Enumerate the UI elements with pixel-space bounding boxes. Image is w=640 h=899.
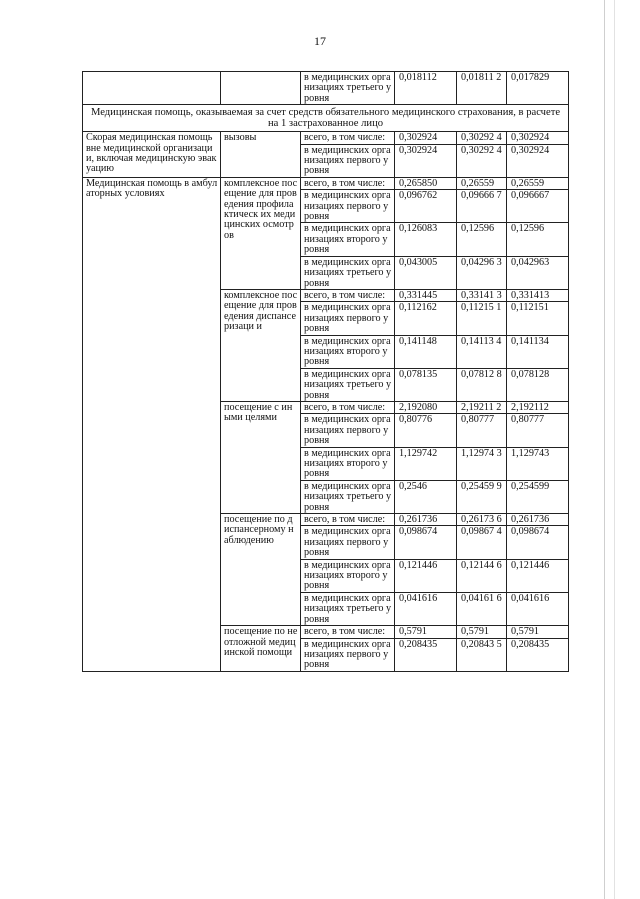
indicator-cell: в медицинских организациях третьего уровня [301, 592, 395, 625]
value-cell: 0,5791 [507, 626, 569, 638]
value-cell: 2,192112 [507, 401, 569, 413]
subgroup-name-cell: посещение по диспансерному наблюдению [221, 514, 301, 626]
document-table-wrapper [82, 71, 568, 672]
indicator-cell: в медицинских организациях третьего уровня [301, 256, 395, 289]
subgroup-name-cell: посещение по неотложной медицинской помощи [221, 626, 301, 672]
value-cell: 0,12596 [457, 223, 507, 256]
table-row [83, 132, 569, 144]
indicator-cell: всего, в том числе: [301, 132, 395, 144]
indicator-cell: в медицинских организациях третьего уровня [301, 480, 395, 513]
value-cell: 0,2546 [395, 480, 457, 513]
value-cell: 0,098674 [507, 526, 569, 559]
scan-edge-line [614, 0, 615, 899]
value-cell: 2,192080 [395, 401, 457, 413]
indicator-cell: в медицинских организациях второго уровня [301, 559, 395, 592]
value-cell: 0,098674 [395, 526, 457, 559]
indicator-cell: в медицинских организациях третьего уровня [301, 72, 395, 105]
indicator-cell: в медицинских организациях первого уровня [301, 190, 395, 223]
value-cell: 0,20843 5 [457, 638, 507, 671]
indicator-cell: всего, в том числе: [301, 177, 395, 189]
value-cell: 0,121446 [395, 559, 457, 592]
value-cell: 0,04161 6 [457, 592, 507, 625]
value-cell: 0,12596 [507, 223, 569, 256]
value-cell: 0,30292 4 [457, 144, 507, 177]
value-cell: 0,12144 6 [457, 559, 507, 592]
value-cell: 0,041616 [395, 592, 457, 625]
value-cell: 0,331413 [507, 289, 569, 301]
value-cell: 0,25459 9 [457, 480, 507, 513]
subgroup-name-cell: комплексное посещение для проведения профилактическ их медицинских осмотров [221, 177, 301, 289]
value-cell: 0,11215 1 [457, 302, 507, 335]
value-cell: 0,112151 [507, 302, 569, 335]
value-cell: 0,254599 [507, 480, 569, 513]
table-row [83, 177, 569, 189]
value-cell: 0,141148 [395, 335, 457, 368]
value-cell: 0,26559 [507, 177, 569, 189]
value-cell: 2,19211 2 [457, 401, 507, 413]
indicator-cell: всего, в том числе: [301, 401, 395, 413]
value-cell: 0,017829 [507, 72, 569, 105]
table-row [83, 72, 569, 105]
group-name-cell: Скорая медицинская помощь вне медицинской организации, включая медицинскую эвакуацию [83, 132, 221, 178]
indicator-cell: всего, в том числе: [301, 289, 395, 301]
value-cell: 0,33141 3 [457, 289, 507, 301]
value-cell: 1,12974 3 [457, 447, 507, 480]
table-body [83, 72, 569, 672]
value-cell: 0,096667 [507, 190, 569, 223]
value-cell: 0,302924 [507, 132, 569, 144]
value-cell: 0,26559 [457, 177, 507, 189]
indicator-cell: в медицинских организациях второго уровня [301, 447, 395, 480]
value-cell: 0,80777 [507, 414, 569, 447]
value-cell: 0,208435 [395, 638, 457, 671]
empty-unit-cell [221, 72, 301, 105]
value-cell: 0,07812 8 [457, 368, 507, 401]
value-cell: 0,09867 4 [457, 526, 507, 559]
value-cell: 0,112162 [395, 302, 457, 335]
value-cell: 0,80776 [395, 414, 457, 447]
value-cell: 0,078135 [395, 368, 457, 401]
value-cell: 0,208435 [507, 638, 569, 671]
indicator-cell: в медицинских организациях первого уровня [301, 638, 395, 671]
section-heading-row [83, 105, 569, 132]
empty-category-cell [83, 72, 221, 105]
indicator-cell: в медицинских организациях первого уровня [301, 414, 395, 447]
value-cell: 0,261736 [395, 514, 457, 526]
value-cell: 0,018112 [395, 72, 457, 105]
value-cell: 0,043005 [395, 256, 457, 289]
medical-care-norms-table [82, 71, 569, 672]
value-cell: 0,30292 4 [457, 132, 507, 144]
value-cell: 0,01811 2 [457, 72, 507, 105]
value-cell: 0,26173 6 [457, 514, 507, 526]
section-title: Медицинская помощь, оказываемая за счет средств обязательного медицинского страхования, в расчете на 1 застрахованное лицо [83, 105, 569, 132]
value-cell: 0,302924 [395, 144, 457, 177]
page-number: 17 [314, 34, 326, 48]
value-cell: 0,5791 [395, 626, 457, 638]
indicator-cell: в медицинских организациях второго уровня [301, 335, 395, 368]
group-name-cell: Медицинская помощь в амбулаторных условиях [83, 177, 221, 671]
value-cell: 0,04296 3 [457, 256, 507, 289]
value-cell: 0,331445 [395, 289, 457, 301]
indicator-cell: в медицинских организациях первого уровня [301, 144, 395, 177]
value-cell: 0,141134 [507, 335, 569, 368]
value-cell: 0,126083 [395, 223, 457, 256]
indicator-cell: всего, в том числе: [301, 626, 395, 638]
value-cell: 0,261736 [507, 514, 569, 526]
value-cell: 0,041616 [507, 592, 569, 625]
indicator-cell: в медицинских организациях третьего уровня [301, 368, 395, 401]
subgroup-name-cell: посещение с иными целями [221, 401, 301, 513]
value-cell: 0,302924 [507, 144, 569, 177]
indicator-cell: в медицинских организациях первого уровня [301, 302, 395, 335]
subgroup-name-cell: вызовы [221, 132, 301, 178]
value-cell: 0,042963 [507, 256, 569, 289]
value-cell: 0,265850 [395, 177, 457, 189]
value-cell: 0,121446 [507, 559, 569, 592]
value-cell: 0,09666 7 [457, 190, 507, 223]
value-cell: 0,5791 [457, 626, 507, 638]
value-cell: 0,078128 [507, 368, 569, 401]
subgroup-name-cell: комплексное посещение для проведения диспансеризаци и [221, 289, 301, 401]
value-cell: 0,14113 4 [457, 335, 507, 368]
value-cell: 0,096762 [395, 190, 457, 223]
scan-edge-line [604, 0, 605, 899]
value-cell: 0,80777 [457, 414, 507, 447]
value-cell: 0,302924 [395, 132, 457, 144]
value-cell: 1,129742 [395, 447, 457, 480]
indicator-cell: всего, в том числе: [301, 514, 395, 526]
value-cell: 1,129743 [507, 447, 569, 480]
indicator-cell: в медицинских организациях второго уровня [301, 223, 395, 256]
indicator-cell: в медицинских организациях первого уровня [301, 526, 395, 559]
